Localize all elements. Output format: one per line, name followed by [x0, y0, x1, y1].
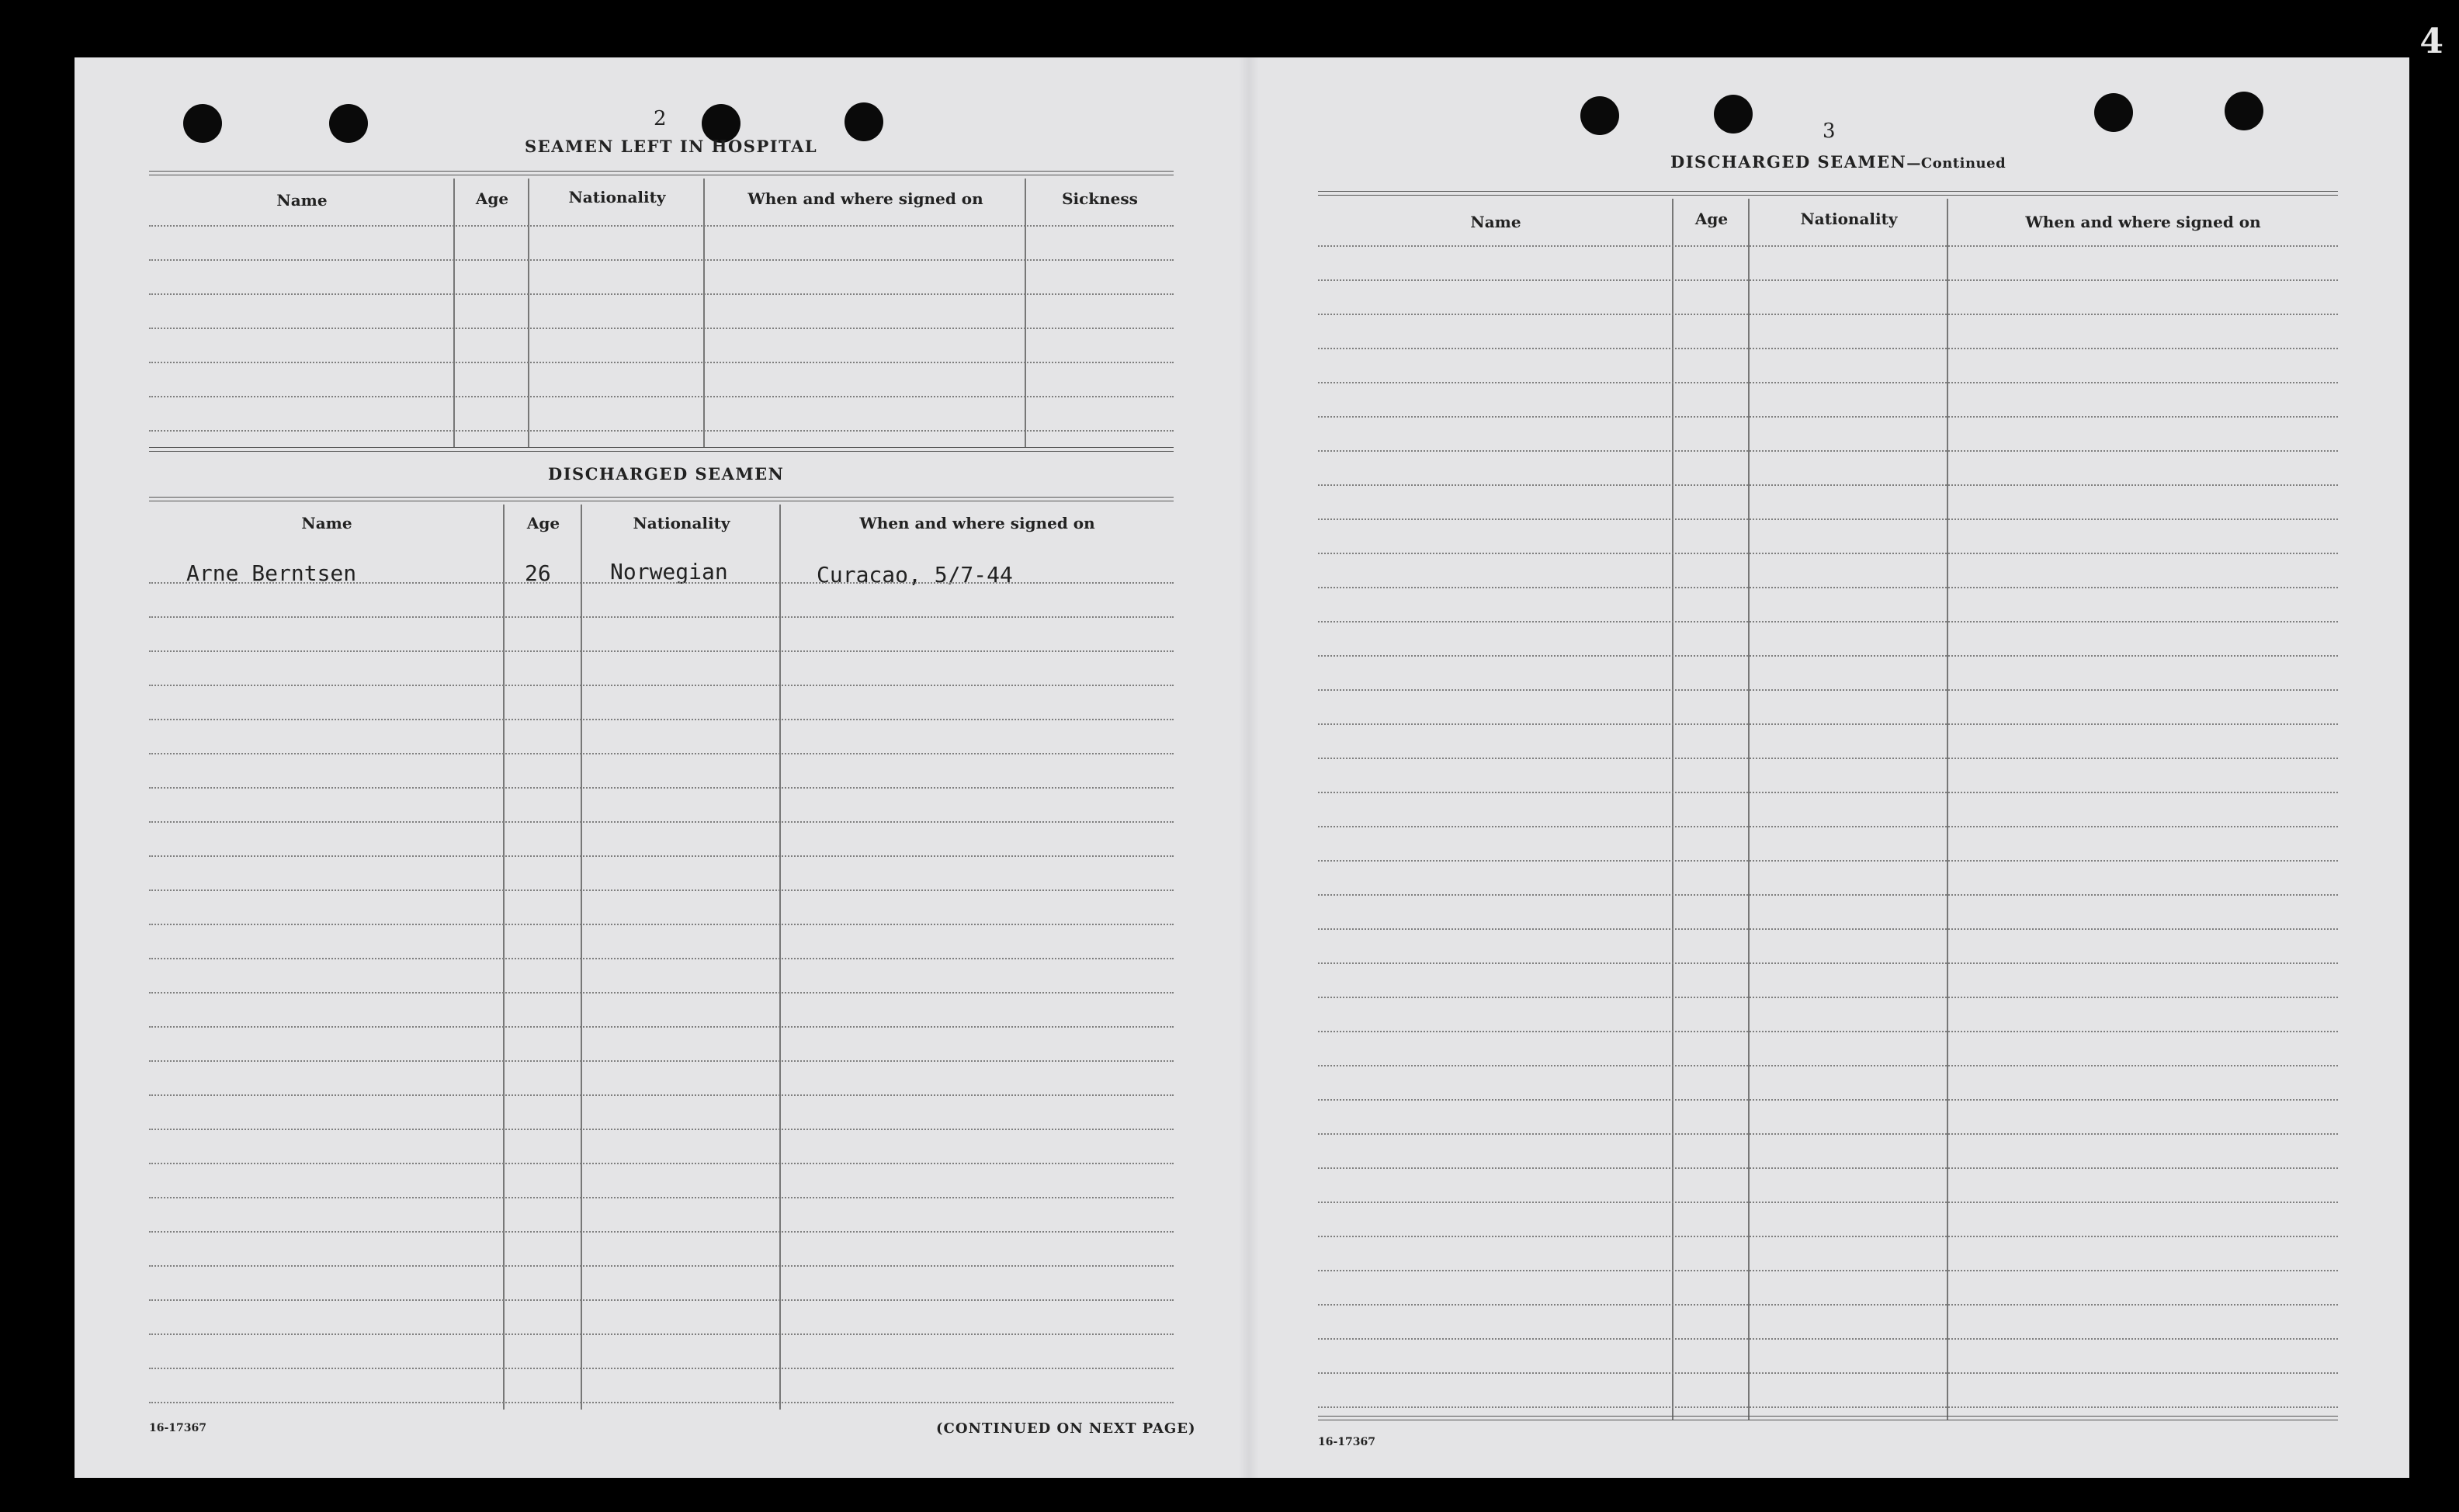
punch-hole	[329, 104, 368, 143]
hospital-header-signed-on: When and where signed on	[747, 189, 983, 208]
hospital-header-sickness: Sickness	[1062, 189, 1138, 208]
page-fold	[1239, 57, 1259, 1478]
hospital-header-nationality: Nationality	[568, 188, 666, 206]
discharged-section-title: DISCHARGED SEAMEN	[548, 464, 785, 484]
entry-nationality: Norwegian	[610, 559, 728, 584]
hospital-section-title: SEAMEN LEFT IN HOSPITAL	[525, 137, 818, 156]
discharged-table	[149, 497, 1174, 1413]
discharged-header-name: Name	[301, 514, 352, 532]
entry-age: 26	[525, 560, 551, 586]
discharged-header-signed-on: When and where signed on	[859, 514, 1095, 532]
hospital-header-age: Age	[475, 189, 509, 208]
discharged-header-age: Age	[526, 514, 560, 532]
hospital-table	[149, 171, 1174, 452]
cont-header-signed-on: When and where signed on	[2025, 213, 2261, 231]
cont-header-name: Name	[1470, 213, 1521, 231]
cont-header-nationality: Nationality	[1800, 210, 1898, 228]
discharged-header-nationality: Nationality	[633, 514, 730, 532]
page-number-left: 2	[654, 107, 667, 130]
entry-name: Arne Berntsen	[186, 560, 357, 586]
entry-signed-on: Curacao, 5/7-44	[817, 562, 1013, 588]
page-marker: 4	[2419, 22, 2443, 61]
hospital-header-name: Name	[276, 191, 328, 210]
discharged-continued-table	[1318, 191, 2338, 1425]
punch-hole	[2094, 93, 2133, 132]
cont-header-age: Age	[1694, 210, 1729, 228]
punch-hole	[183, 104, 222, 143]
discharged-continued-title	[1670, 152, 2006, 172]
punch-hole	[1714, 95, 1753, 134]
continued-note: (CONTINUED ON NEXT PAGE)	[936, 1420, 1196, 1437]
discharged-continued-title-main: DISCHARGED SEAMEN	[1670, 152, 1907, 172]
continued-suffix: —Continued	[1906, 155, 2006, 172]
page-number-right: 3	[1823, 120, 1836, 143]
form-number-right: 16-17367	[1318, 1436, 1375, 1448]
punch-hole	[2225, 92, 2263, 130]
form-number-left: 16-17367	[149, 1422, 206, 1434]
punch-hole	[1580, 96, 1619, 135]
punch-hole	[845, 102, 883, 141]
